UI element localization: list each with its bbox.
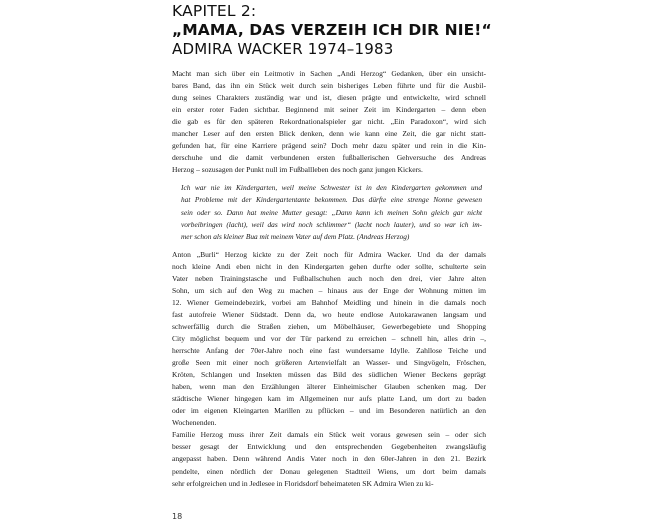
chapter-label: KAPITEL 2: bbox=[172, 2, 257, 20]
text-line: Ich war nie im Kindergarten, weil meine Schwester ist in den Kindergarten gekommen und bbox=[181, 183, 482, 193]
text-line: City möglichst bequem und vor der Tür parkend zu erreichen – schnell hin, alles drin –, bbox=[172, 333, 486, 343]
text-line: Familie Herzog muss ihrer Zeit damals ein Stück weit voraus gewesen sein – oder sich bbox=[172, 430, 486, 440]
text-line: Sohn, um sich auf den Weg zu machen – hinaus aus der Enge der Wohnung mitten im bbox=[172, 285, 486, 295]
text-line: sein oder so. Dann hat meine Mutter gesagt: „Dann kann ich meinen Sohn gleich gar nicht bbox=[181, 207, 482, 217]
page-number: 18 bbox=[172, 512, 183, 521]
text-line: hat Probleme mit der Kindergartentante bekommen. Das dürfte eine strenge Nonne gewesen bbox=[181, 195, 482, 205]
text-line: herrschte Anfang der 70er-Jahre noch eine fast wundersame Idylle. Zahllose Teiche und bbox=[172, 346, 486, 356]
paragraph bbox=[172, 68, 486, 176]
paragraph bbox=[172, 249, 486, 430]
body-text bbox=[172, 68, 486, 490]
text-line: gefunden hat, für eine Karriere prägend sein? Doch mehr dazu später und rein in die Kin- bbox=[172, 141, 486, 151]
text-line: angepasst haben. Denn während Andis Vater noch in den 60er-Jahren in den 21. Bezirk bbox=[172, 454, 486, 464]
text-line: haben, wenn man den Erzählungen älterer Einheimischer Glauben schenken mag. Der bbox=[172, 382, 486, 392]
text-line: ein erster roter Faden sichtbar. Beginnend mit seiner Zeit im Kindergarten – denn eben bbox=[172, 105, 486, 115]
text-line: 12. Wiener Gemeindebezirk, vorbei am Bahnhof Meidling und hinein in die damals noch bbox=[172, 297, 486, 307]
text-line: pendelte, einen nördlich der Donau gelegenen Stadtteil Wiens, um dort beim damals bbox=[172, 466, 486, 476]
text-line: städtische Wiener hingegen kam im Allgemeinen nur aufs platte Land, um dort zu baden bbox=[172, 394, 486, 404]
text-line: sehr erfolgreichen und in Jedlesee in Floridsdorf beheimateten SK Admira Wien zu ki- bbox=[172, 478, 434, 488]
chapter-subtitle: ADMIRA WACKER 1974–1983 bbox=[172, 40, 394, 58]
paragraph bbox=[172, 429, 486, 489]
text-line: Herzog – sozusagen der Punkt null im Fußballleben des noch ganz jungen Kickers. bbox=[172, 165, 423, 175]
text-line: noch kleine Andi eben nicht in den Kindergarten gehen durfte oder sollte, schulterte sein bbox=[172, 261, 486, 271]
text-line: bares Band, das ihn ein Stück weit durch sein bisheriges Leben führte und für die Ausbil- bbox=[172, 81, 486, 91]
text-line: derschuhe und die damit verbundenen ersten fußballerischen Gehversuche des Andreas bbox=[172, 153, 486, 163]
text-line: mer schon als kleiner Bua mit meinem Vater auf dem Platz. (Andreas Herzog) bbox=[181, 231, 410, 241]
text-line: große Seen mit einer noch größeren Artenvielfalt an Wasser- und Singvögeln, Fröschen, bbox=[172, 358, 486, 368]
chapter-heading bbox=[172, 0, 492, 59]
text-line: besser gesagt der Entwicklung und den entsprechenden Gegebenheiten zwangsläufig bbox=[172, 442, 486, 452]
block-quote bbox=[181, 182, 482, 242]
text-line: oder im eigenen Kleingarten Marillen zu pflücken – und im Besonderen natürlich an den bbox=[172, 406, 486, 416]
text-line: dung seines Charakters zuständig war und ist, diesen prägte und entwickelte, wird schnell bbox=[172, 93, 486, 103]
chapter-title: „MAMA, DAS VERZEIH ICH DIR NIE!“ bbox=[172, 21, 492, 39]
text-line: mancher Leser auf den ersten Blick denken, denn wie kann eine Zeit, die gar nicht statt- bbox=[172, 129, 486, 139]
text-line: Wochenenden. bbox=[172, 418, 217, 428]
text-line: vorbeibringen (lacht), weil das wird noch schlimmer“ (lacht noch lauter), und so war ich im- bbox=[181, 219, 482, 229]
text-line: die gab es für den späteren Rekordnationalspieler gar nicht. „Ein Paradoxon“, wird sich bbox=[172, 117, 486, 127]
text-line: fast autofreie Wiener Südstadt. Denn da, wo heute endlose Autokarawanen langsam und bbox=[172, 309, 486, 319]
book-page bbox=[172, 0, 492, 528]
text-line: Kröten, Schlangen und Insekten müssen das Bild des südlichen Wiener Beckens geprägt bbox=[172, 370, 486, 380]
text-line: Anton „Burli“ Herzog kickte zu der Zeit noch für Admira Wacker. Und da der damals bbox=[172, 249, 486, 259]
text-line: Vater neben Trainingstasche und Fußballschuhen auch noch den drei, vier Jahre alten bbox=[172, 273, 486, 283]
text-line: Macht man sich über ein Leitmotiv in Sachen „Andi Herzog“ Gedanken, über ein unsicht- bbox=[172, 69, 486, 78]
text-line: schwerfällig durch die Straßen ziehen, um Möbelhäuser, Gewerbegebiete und Shopping bbox=[172, 321, 486, 331]
